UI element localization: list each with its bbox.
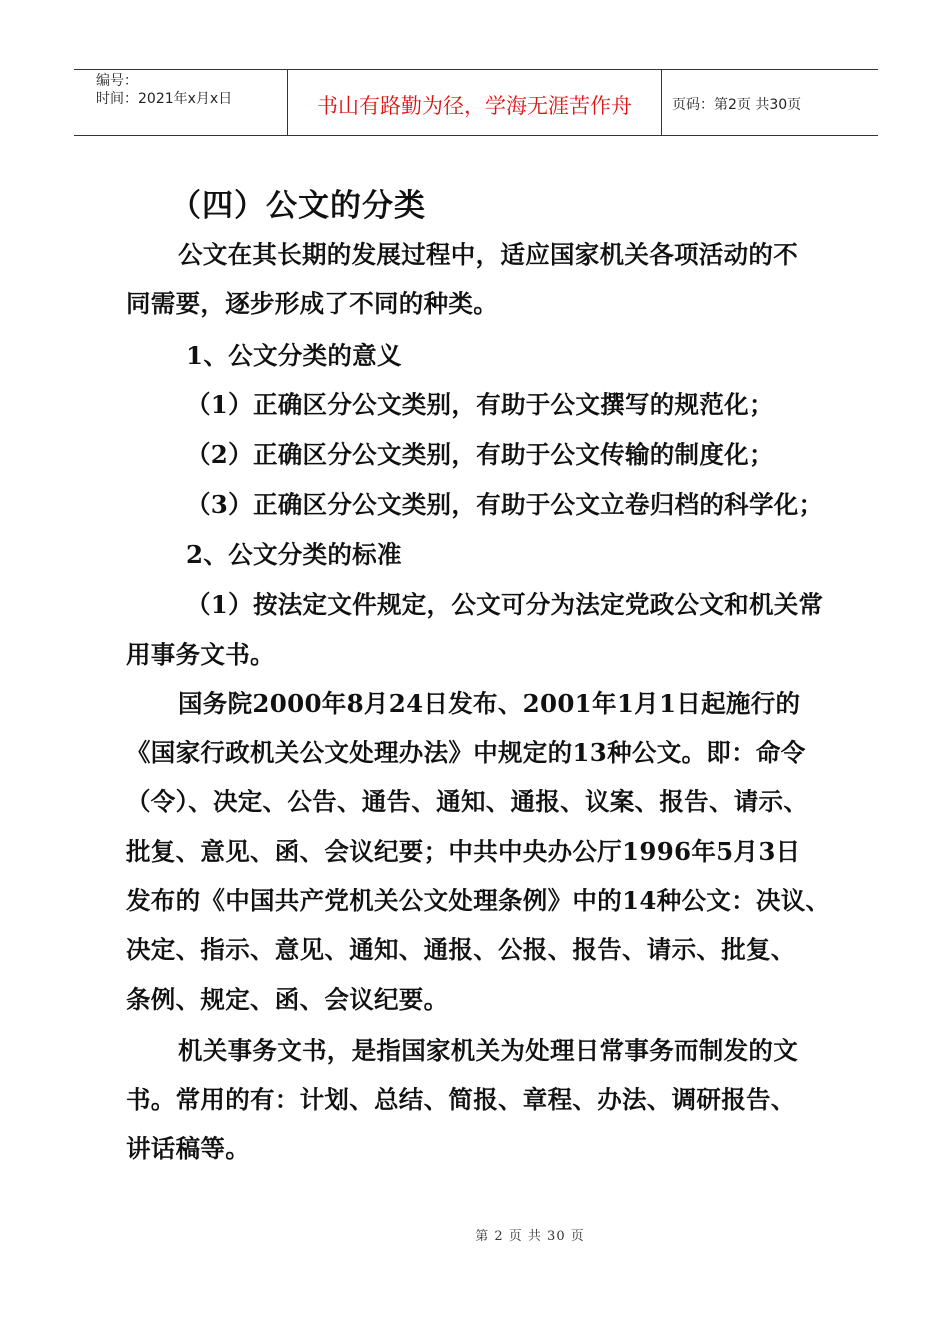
list-item: （3）正确区分公文类别，有助于公文立卷归档的科学化； — [186, 490, 824, 519]
paragraph-line: 讲话稿等。 — [126, 1134, 250, 1163]
paragraph-line: 国务院2000年8月24日发布、2001年1月1日起施行的 — [178, 689, 801, 718]
page-header — [74, 69, 878, 136]
paragraph-line: 同需要，逐步形成了不同的种类。 — [126, 289, 498, 318]
list-item: （1）正确区分公文类别，有助于公文撰写的规范化； — [186, 390, 774, 419]
paragraph-line: （1）按法定文件规定，公文可分为法定党政公文和机关常 — [186, 590, 824, 619]
paragraph-line: （令）、决定、公告、通告、通知、通报、议案、报告、请示、 — [126, 787, 809, 816]
paragraph-line: 决定、指示、意见、通知、通报、公报、报告、请示、批复、 — [126, 935, 796, 964]
paragraph-line: 用事务文书。 — [126, 640, 275, 669]
header-page-info: 页码：第2页 共30页 — [672, 96, 802, 113]
time-label: 时间：2021年x月x日 — [96, 91, 233, 107]
paragraph-line: 公文在其长期的发展过程中，适应国家机关各项活动的不 — [178, 240, 798, 269]
header-motto: 书山有路勤为径，学海无涯苦作舟 — [288, 70, 662, 135]
number-label: 编号： — [96, 73, 138, 89]
subheading: 2、公文分类的标准 — [186, 540, 402, 569]
paragraph-line: 书。常用的有：计划、总结、简报、章程、办法、调研报告、 — [126, 1085, 796, 1114]
section-title: （四）公文的分类 — [170, 188, 426, 224]
header-meta — [74, 70, 288, 135]
paragraph-line: 批复、意见、函、会议纪要；中共中央办公厅1996年5月3日 — [126, 837, 801, 866]
paragraph-line: 发布的《中国共产党机关公文处理条例》中的14种公文：决议、 — [126, 886, 831, 915]
page-footer: 第 2 页 共 30 页 — [475, 1229, 585, 1244]
paragraph-line: 条例、规定、函、会议纪要。 — [126, 985, 449, 1014]
paragraph-line: 机关事务文书，是指国家机关为处理日常事务而制发的文 — [178, 1036, 798, 1065]
paragraph-line: 《国家行政机关公文处理办法》中规定的13种公文。即：命令 — [126, 738, 806, 767]
list-item: （2）正确区分公文类别，有助于公文传输的制度化； — [186, 440, 774, 469]
subheading: 1、公文分类的意义 — [186, 341, 402, 370]
